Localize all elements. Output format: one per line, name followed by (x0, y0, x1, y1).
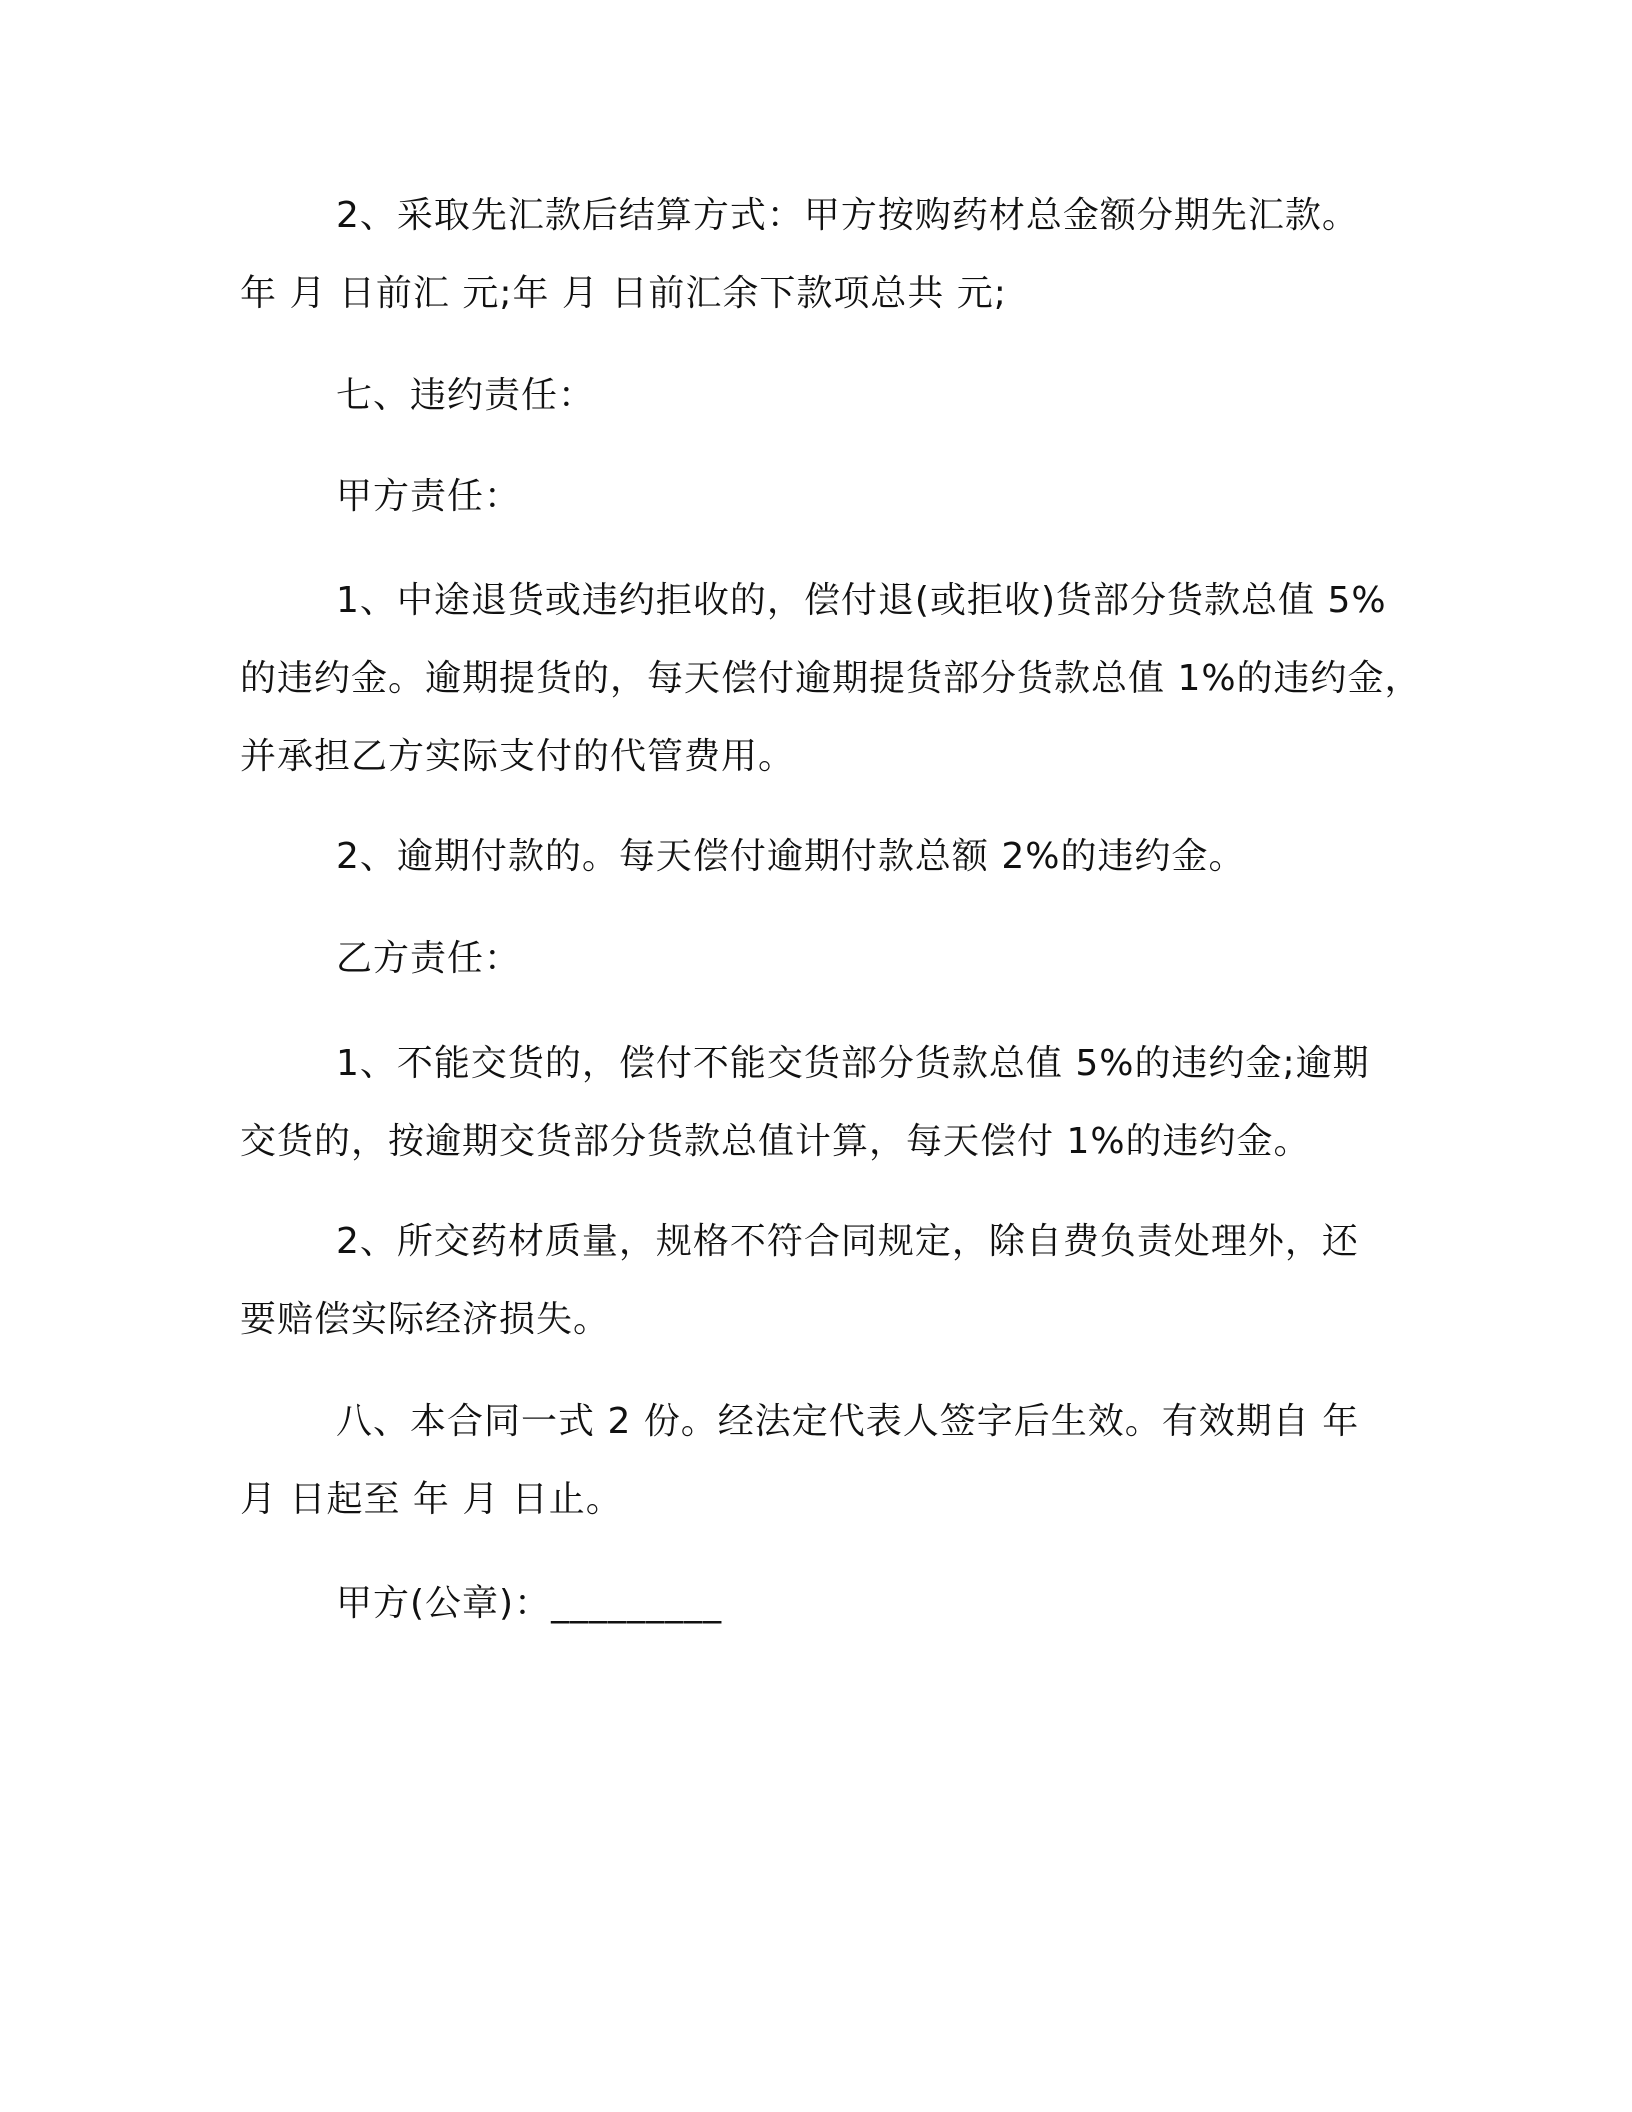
text-line: 甲方(公章)：_________ (336, 1583, 723, 1624)
paragraph-party-b-item-1 (240, 1025, 1410, 1181)
text-line: 1、不能交货的，偿付不能交货部分货款总值 5%的违约金;逾期 (336, 1043, 1370, 1084)
text-line: 甲方责任： (336, 476, 522, 517)
text-line: 八、本合同一式 2 份。经法定代表人签字后生效。有效期自 年 (336, 1401, 1360, 1442)
text-line: 七、违约责任： (336, 375, 596, 416)
text-line: 并承担乙方实际支付的代管费用。 (240, 736, 796, 777)
paragraph-payment-method (240, 177, 1410, 333)
text-line: 1、中途退货或违约拒收的，偿付退(或拒收)货部分货款总值 5% (336, 580, 1387, 621)
text-line: 要赔偿实际经济损失。 (240, 1299, 611, 1340)
paragraph-party-a-item-2 (240, 818, 1410, 896)
text-line: 2、采取先汇款后结算方式：甲方按购药材总金额分期先汇款。 (336, 195, 1359, 236)
heading-party-a-liability (240, 458, 1410, 536)
text-line: 月 日起至 年 月 日止。 (240, 1479, 623, 1520)
paragraph-party-a-item-1 (240, 562, 1422, 796)
text-line: 乙方责任： (336, 938, 522, 979)
text-line: 2、所交药材质量，规格不符合同规定，除自费负责处理外，还 (336, 1221, 1359, 1262)
heading-party-b-liability (240, 920, 1410, 998)
text-line: 年 月 日前汇 元;年 月 日前汇余下款项总共 元; (240, 273, 1007, 314)
paragraph-contract-validity (240, 1383, 1410, 1539)
paragraph-party-b-item-2 (240, 1203, 1410, 1359)
text-line: 交货的，按逾期交货部分货款总值计算，每天偿付 1%的违约金。 (240, 1121, 1311, 1162)
heading-breach-liability (240, 357, 1410, 435)
signature-line-party-a (240, 1565, 1410, 1643)
text-line: 的违约金。逾期提货的，每天偿付逾期提货部分货款总值 1%的违约金， (240, 658, 1422, 699)
text-line: 2、逾期付款的。每天偿付逾期付款总额 2%的违约金。 (336, 836, 1246, 877)
